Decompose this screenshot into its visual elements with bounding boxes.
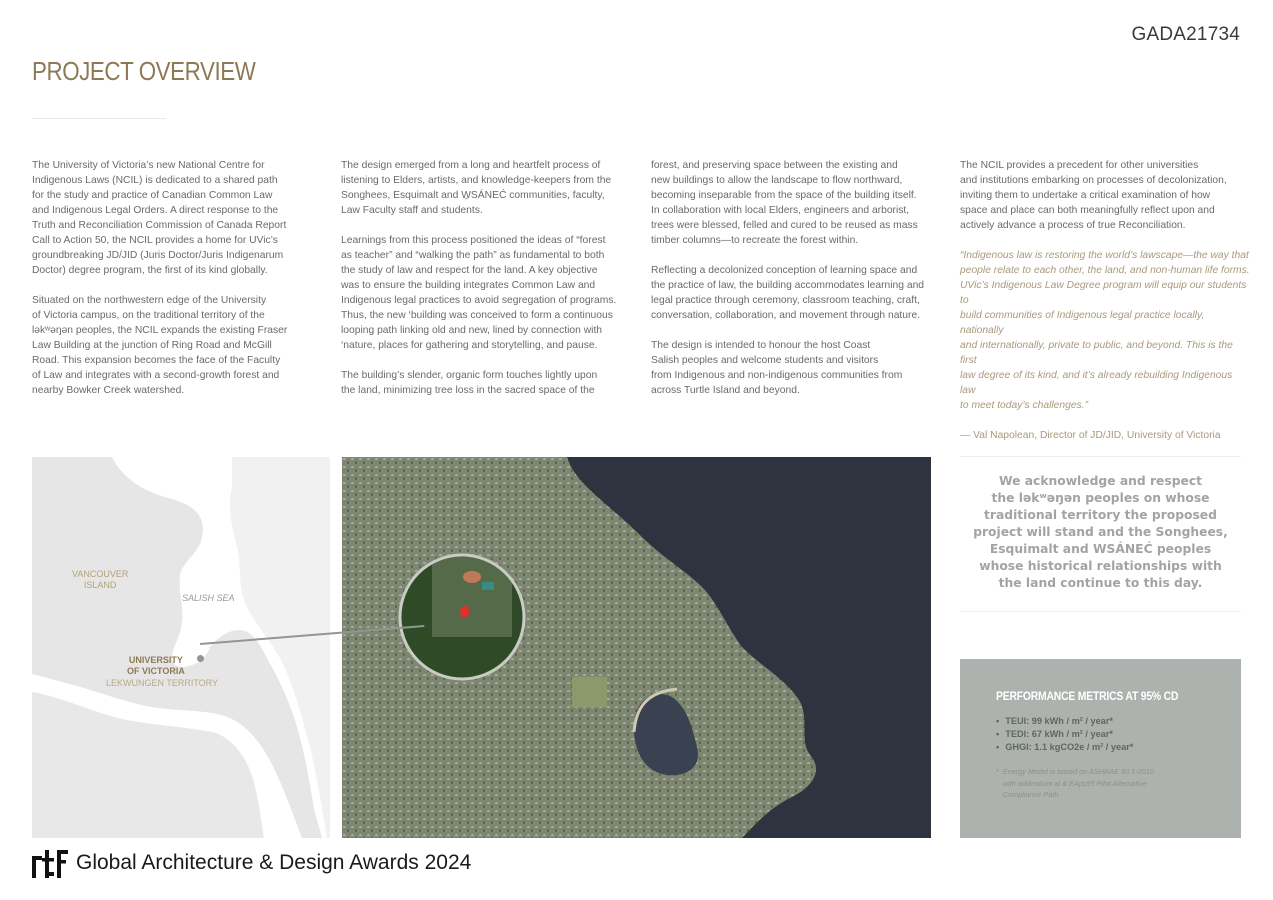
text-column-4 <box>960 158 1250 458</box>
field <box>572 677 607 707</box>
regional-map <box>32 457 330 838</box>
divider <box>960 611 1241 612</box>
label-vancouver-island: VANCOUVER ISLAND <box>72 569 129 590</box>
footnote-mark: * <box>996 767 999 776</box>
page-title: PROJECT OVERVIEW <box>32 56 256 86</box>
metrics-heading: PERFORMANCE METRICS AT 95% CD <box>996 691 1179 703</box>
paragraph: Situated on the northwestern edge of the University of Victoria campus, on the traditional territory of the ləkʷəŋən peoples, the NCIL expands the existing Fraser Law Building at the junction of Ring Road and McGill Road. This expansion becomes the face of the Faculty of Law and integrates with a second-growth forest and nearby Bowker Creek watershed. <box>32 295 288 396</box>
title-divider <box>32 118 166 119</box>
metric-item: • GHGI: 1.1 kgCO2e / m² / year* <box>996 741 1241 754</box>
land-acknowledgement: We acknowledge and respect the ləkʷəŋən peoples on whose traditional territory the proposed project will stand and the Songhees, Esquimalt and WSÁNEĆ peoples whose historical relationships with the land continue to this day. <box>973 474 1228 590</box>
label-salish-sea: SALISH SEA <box>182 593 235 603</box>
footnote-text: Energy Model is based on ASHRAE 90.1-2010 with addendum al & EApc95 Pilot Alternative Compliance Path <box>1002 767 1154 799</box>
metrics-list <box>996 715 1241 754</box>
paragraph: The University of Victoria’s new National Centre for Indigenous Laws (NCIL) is dedicated to a shared path for the study and practice of Canadian Common Law and Indigenous Legal Orders. A direct response to the Truth and Reconciliation Commission of Canada Report Call to Action 50, the NCIL provides a home for UVic’s groundbreaking JD/JID (Juris Doctor/Juris Indigenarum Doctor) degree program, the first of its kind globally. <box>32 160 287 276</box>
rtf-logo-icon <box>32 848 68 878</box>
footer <box>32 848 471 878</box>
document-id: GADA21734 <box>1131 24 1240 45</box>
paragraph: The NCIL provides a precedent for other universities and institutions embarking on processes of decolonization, inviting them to undertake a critical examination of how space and place can both meaningfully reflect upon and actively advance a process of true Reconciliation. <box>960 160 1227 231</box>
metric-item: • TEUI: 99 kWh / m² / year* <box>996 715 1241 728</box>
paragraph: Learnings from this process positioned the ideas of “forest as teacher” and “walking the path” as fundamental to both the study of law and respect for the land. A key objective was to ensure the building integrates Common Law and Indigenous legal practices to avoid segregation of programs. Thus, the new ‘building was conceived to form a continuous looping path linking old and new, lined by connection with ‘nature, places for gathering and storytelling, and pause. <box>341 235 617 351</box>
paragraph: forest, and preserving space between the existing and new buildings to allow the landscape to flow northward, becoming inseparable from the space of the building itself. In collaboration with local Elders, engineers and arborist, trees were blessed, felled and cured to be reused as mass timber columns—to recreate the forest within. <box>651 160 918 246</box>
paragraph: Reflecting a decolonized conception of learning space and the practice of law, the building accommodates learning and legal practice through ceremony, classroom teaching, craft, conversation, collaboration, and movement through nature. <box>651 265 925 321</box>
quote-attribution: — Val Napolean, Director of JD/JID, University of Victoria <box>960 430 1221 441</box>
metric-item: • TEDI: 67 kWh / m² / year* <box>996 728 1241 741</box>
map-location-dot <box>197 655 204 662</box>
text-column-3 <box>651 158 943 413</box>
pull-quote: “Indigenous law is restoring the world’s lawscape—the way that people relate to each other, the land, and non-human life forms. UVic’s Indigenous Law Degree program will equip our students to build communities of Indigenous legal practice locally, nationally and internationally, private to public, and beyond. This is the first law degree of its kind, and it’s already rebuilding Indigenous law to meet today’s challenges.” <box>960 250 1250 411</box>
text-column-1 <box>32 158 324 413</box>
text-column-2 <box>341 158 633 413</box>
metrics-footnote <box>996 766 1241 801</box>
label-university: UNIVERSITY OF VICTORIA <box>127 655 185 676</box>
paragraph: The design emerged from a long and heartfelt process of listening to Elders, artists, and knowledge-keepers from the Songhees, Esquimalt and W̱SÁNEĆ communities, faculty, Law Faculty staff and students. <box>341 160 612 216</box>
performance-metrics-panel <box>960 659 1241 838</box>
aerial-photo <box>342 457 931 838</box>
footer-title: Global Architecture & Design Awards 2024 <box>76 851 472 874</box>
aerial-illustration <box>342 457 931 838</box>
paragraph: The design is intended to honour the host Coast Salish peoples and welcome students and visitors from Indigenous and non-indigenous communities from across Turtle Island and beyond. <box>651 340 903 396</box>
paragraph: The building’s slender, organic form touches lightly upon the land, minimizing tree loss in the sacred space of the <box>341 370 598 396</box>
divider <box>960 456 1241 457</box>
label-territory: LEKWUNGEN TERRITORY <box>106 678 219 688</box>
map-land-shapes <box>32 457 330 838</box>
